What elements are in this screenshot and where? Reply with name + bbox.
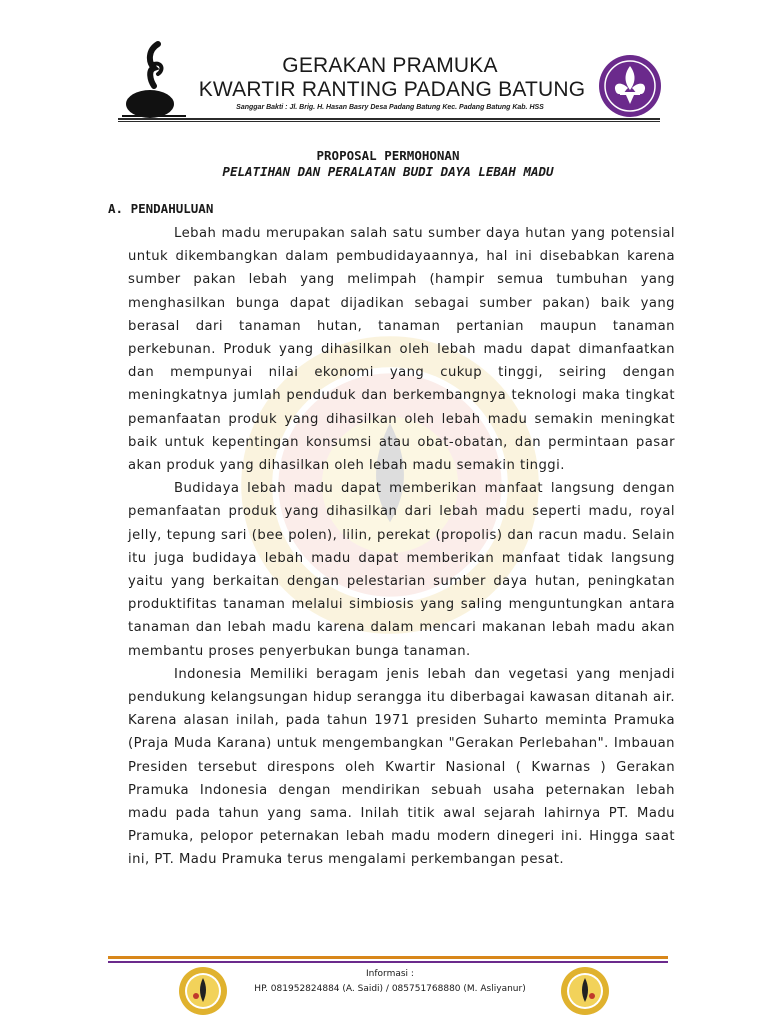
footer-divider-purple xyxy=(108,961,668,963)
organization-unit: KWARTIR RANTING PADANG BATUNG xyxy=(198,78,586,101)
body-text xyxy=(128,222,675,872)
paragraph: Indonesia Memiliki beragam jenis lebah dan vegetasi yang menjadi pendukung kelangsungan hidup serangga itu diberbagai kawasan ditanah air. Karena alasan inilah, pada tahun 1971 presiden Suharto meminta Pramuka (Praja Muda Karana) untuk mengembangkan "Gerakan Perlebahan". Imbauan Presiden tersebut direspons oleh Kwartir Nasional ( Kwarnas ) Gerakan Pramuka Indonesia dengan mendirikan sebuah usaha peternakan lebah madu pada tahun yang sama. Inilah titik awal sejarah lahirnya PT. Madu Pramuka, pelopor peternakan lebah madu modern dinegeri ini. Hingga saat ini, PT. Madu Pramuka terus mengalami perkembangan pesat. xyxy=(128,666,675,868)
section-heading: A. PENDAHULUAN xyxy=(108,201,214,216)
paragraph: Lebah madu merupakan salah satu sumber daya hutan yang potensial untuk dikembangkan dalam pembudidayaannya, hal ini disebabkan karena sumber pakan lebah yang melimpah (hampir semua tumbuhan yang menghasilkan bunga dapat dijadikan sebagai sumber pakan) baik yang berasal dari tanaman hutan, tanaman pertanian maupun tanaman perkebunan. Produk yang dihasilkan oleh lebah madu dapat dimanfaatkan dan mempunyai nilai ekonomi yang cukup tinggi, seiring dengan meningkatnya jumlah penduduk dan berkembangnya teknologi maka tingkat pemanfaatan produk yang dihasilkan oleh lebah madu semakin meningkat baik untuk kepentingan konsumsi atau obat-obatan, dan permintaan pasar akan produk yang dihasilkan oleh lebah madu semakin tinggi. xyxy=(128,226,675,474)
scout-emblem-icon xyxy=(560,966,610,1016)
document-subtitle: PELATIHAN DAN PERALATAN BUDI DAYA LEBAH MADU xyxy=(222,164,554,179)
tunas-kelapa-icon xyxy=(118,40,190,120)
organization-name: GERAKAN PRAMUKA xyxy=(282,54,498,77)
header-divider xyxy=(118,118,660,120)
fleur-de-lis-icon xyxy=(598,54,662,118)
footer-divider-orange xyxy=(108,956,668,959)
document-title: PROPOSAL PERMOHONAN xyxy=(316,148,460,163)
header-divider-thin xyxy=(118,121,660,122)
paragraph: Budidaya lebah madu dapat memberikan manfaat langsung dengan pemanfaatan produk yang dihasilkan dari lebah madu seperti madu, royal jelly, tepung sari (bee polen), lilin, perekat (propolis) dan racun madu. Selain itu juga budidaya lebah madu dapat memberikan manfaat tidak langsung yaitu yang berkaitan dengan pelestarian sumber daya hutan, peningkatan produktifitas tanaman melalui simbiosis yang saling menguntungkan antara tanaman dan lebah madu karena dalam mencari makanan lebah madu akan membantu proses penyerbukan bunga tanaman. xyxy=(128,481,675,659)
organization-address: Sanggar Bakti : Jl. Brig. H. Hasan Basry Desa Padang Batung Kec. Padang Batung Kab. HSS xyxy=(236,104,544,111)
footer-contact: HP. 081952824884 (A. Saidi) / 085751768880 (M. Asliyanur) xyxy=(254,984,526,994)
footer-label: Informasi : xyxy=(366,969,414,979)
